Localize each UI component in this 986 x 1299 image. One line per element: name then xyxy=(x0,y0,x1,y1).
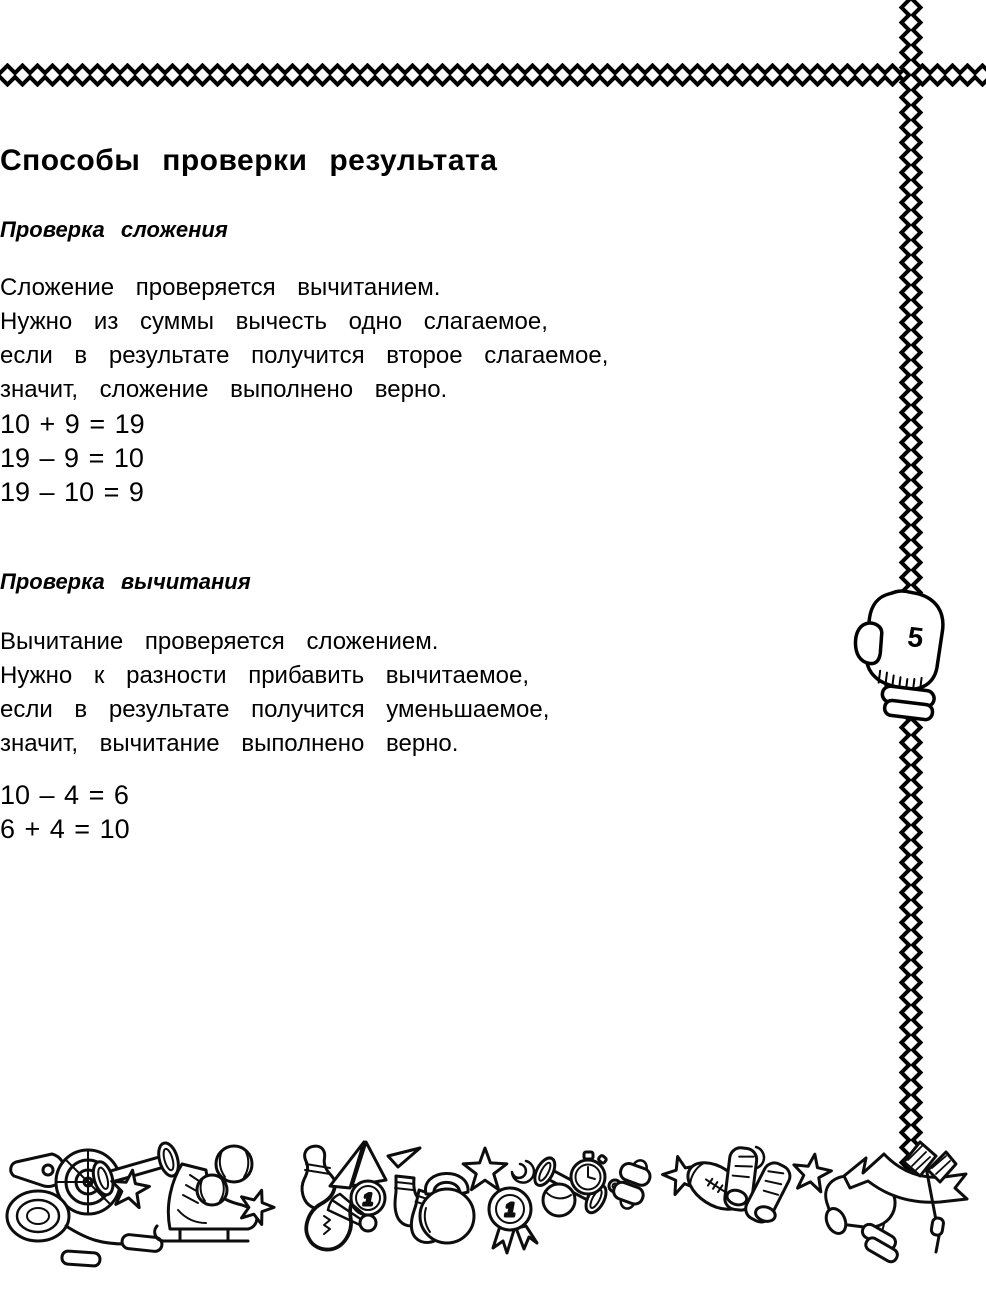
equation-line: 10 – 4 = 6 xyxy=(0,780,129,810)
star-icon xyxy=(463,1148,507,1190)
section-heading-subtraction: Проверка вычитания xyxy=(0,569,251,595)
equation-line: 19 – 10 = 9 xyxy=(0,477,144,507)
paragraph-line: Нужно из суммы вычесть одно слагаемое, xyxy=(0,308,548,335)
swim-flippers-icon xyxy=(713,1142,797,1228)
equation-line: 19 – 9 = 10 xyxy=(0,443,144,473)
medal-number: 1 xyxy=(363,1190,373,1209)
section-heading-addition: Проверка сложения xyxy=(0,217,228,243)
top-border-chain xyxy=(0,63,986,87)
paragraph-line: Нужно к разности прибавить вычитаемое, xyxy=(0,662,529,689)
page-number: 5 xyxy=(905,620,926,654)
paragraph-line: значит, вычитание выполнено верно. xyxy=(0,730,459,757)
equation-line: 10 + 9 = 19 xyxy=(0,409,145,439)
paragraph-addition xyxy=(0,271,946,407)
paragraph-line: значит, сложение выполнено верно. xyxy=(0,376,448,403)
spiral-icon xyxy=(512,1161,534,1183)
rosette-number: 1 xyxy=(504,1200,516,1220)
paragraph-subtraction xyxy=(0,625,946,761)
boxing-glove-icon xyxy=(850,586,947,720)
ball-icon xyxy=(543,1184,575,1216)
equation-line: 6 + 4 = 10 xyxy=(0,814,130,844)
paragraph-line: если в результате получится уменьшаемое, xyxy=(0,696,550,723)
paragraph-line: Сложение проверяется вычитанием. xyxy=(0,274,441,301)
page-number-marker xyxy=(850,584,966,724)
page-title: Способы проверки результата xyxy=(0,144,498,178)
paragraph-line: если в результате получится второе слагаемое, xyxy=(0,342,609,369)
equations-addition xyxy=(0,407,946,509)
rosette-award-icon xyxy=(489,1188,537,1253)
paragraph-line: Вычитание проверяется сложением. xyxy=(0,628,439,655)
kettlebell-icon xyxy=(420,1173,474,1243)
equations-subtraction xyxy=(0,778,946,846)
bottom-doodle-band xyxy=(0,1140,986,1299)
swim-goggles-icon xyxy=(609,1155,654,1213)
